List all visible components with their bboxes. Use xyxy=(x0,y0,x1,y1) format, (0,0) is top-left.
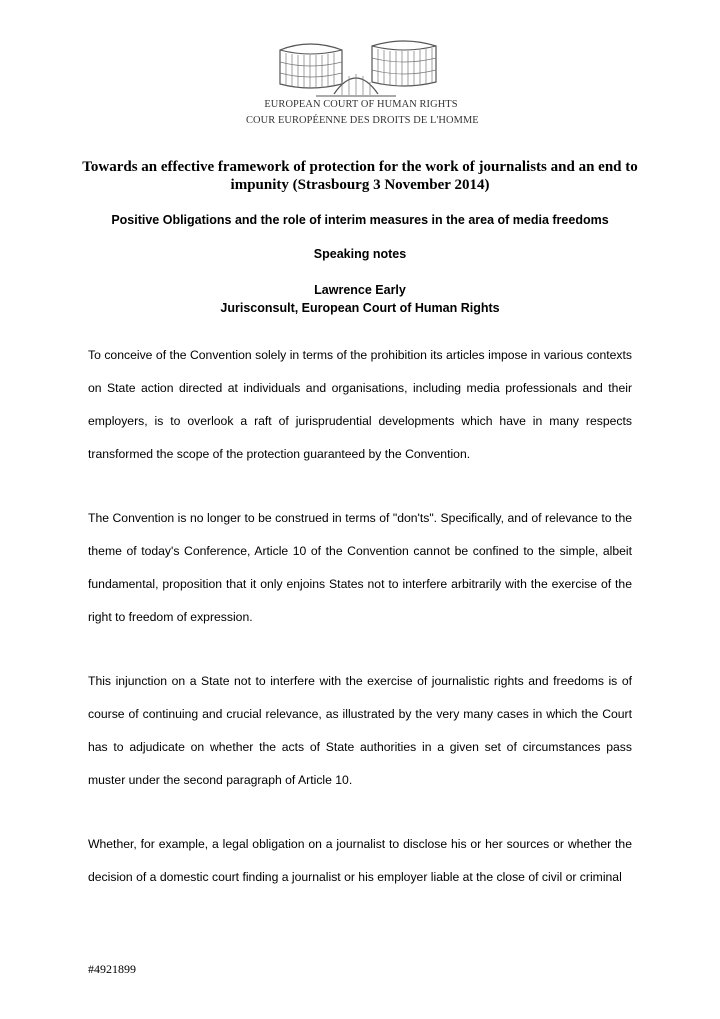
document-number: #4921899 xyxy=(88,962,136,976)
court-name-french: COUR EUROPÉENNE DES DROITS DE L'HOMME xyxy=(246,115,479,126)
document-subtitle: Positive Obligations and the role of interim measures in the area of media freedoms xyxy=(111,213,609,227)
author-role: Jurisconsult, European Court of Human Rights xyxy=(220,301,500,315)
court-name-english: EUROPEAN COURT OF HUMAN RIGHTS xyxy=(264,99,458,110)
paragraph-3: This injunction on a State not to interfere with the exercise of journalistic rights and freedoms is of course of continuing and crucial relevance, as illustrated by the very many cases in which the Court has to adjudicate on whether the acts of State authorities in a given set of circumstances pass muster under the second paragraph of Article 10. xyxy=(88,674,632,787)
paragraph-1: To conceive of the Convention solely in terms of the prohibition its articles impose in various contexts on State action directed at individuals and organisations, including media professionals and their employers, is to overlook a raft of jurisprudential developments which have in many respects transformed the scope of the protection guaranteed by the Convention. xyxy=(88,348,632,461)
author-name: Lawrence Early xyxy=(314,283,406,297)
document-title: Towards an effective framework of protection for the work of journalists and an end to impunity (Strasbourg 3 November 2014) xyxy=(82,159,638,193)
court-building-logo xyxy=(276,40,446,98)
header-logo xyxy=(246,38,479,136)
paragraph-4: Whether, for example, a legal obligation on a journalist to disclose his or her sources or whether the decision of a domestic court finding a journalist or his employer liable at the close of civil or criminal xyxy=(88,837,632,884)
paragraph-2: The Convention is no longer to be construed in terms of "don'ts". Specifically, and of relevance to the theme of today's Conference, Article 10 of the Convention cannot be confined to the simple, albeit fundamental, proposition that it only enjoins States not to interfere arbitrarily with the exercise of the right to freedom of expression. xyxy=(88,511,632,624)
section-label: Speaking notes xyxy=(313,247,407,261)
